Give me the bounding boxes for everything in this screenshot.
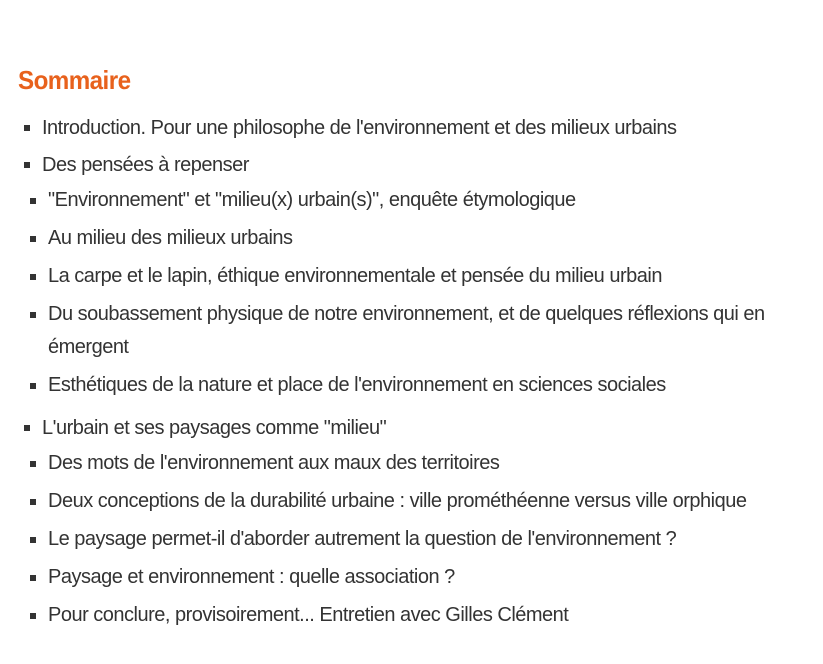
toc-link-des-pensees[interactable]: Des pensées à repenser bbox=[42, 154, 249, 176]
toc-sublink-des-mots[interactable]: Des mots de l'environnement aux maux des territoires bbox=[48, 452, 500, 474]
toc-subitem bbox=[24, 599, 803, 632]
toc-sublink-le-paysage[interactable]: Le paysage permet-il d'aborder autrement la question de l'environnement ? bbox=[48, 528, 677, 550]
toc-sublink-paysage-environnement[interactable]: Paysage et environnement : quelle association ? bbox=[48, 566, 455, 588]
toc-sublink-la-carpe[interactable]: La carpe et le lapin, éthique environnementale et pensée du milieu urbain bbox=[48, 265, 662, 287]
bullet-icon bbox=[30, 461, 36, 467]
toc-link-urbain[interactable]: L'urbain et ses paysages comme "milieu" bbox=[42, 417, 387, 439]
toc-subitem bbox=[24, 485, 803, 518]
toc-subitem bbox=[24, 447, 803, 480]
toc-sublist-des-pensees bbox=[24, 184, 803, 402]
toc-sublist-container bbox=[24, 184, 803, 402]
toc-item-introduction bbox=[24, 110, 803, 147]
toc-sublink-pour-conclure[interactable]: Pour conclure, provisoirement... Entretien avec Gilles Clément bbox=[48, 604, 569, 626]
bullet-icon bbox=[30, 537, 36, 543]
toc-sublist-urbain bbox=[24, 447, 803, 632]
toc-sublink-deux-conceptions[interactable]: Deux conceptions de la durabilité urbaine : ville prométhéenne versus ville orphique bbox=[48, 490, 747, 512]
toc-item-des-pensees bbox=[24, 147, 803, 184]
toc-sublink-environnement[interactable]: "Environnement" et "milieu(x) urbain(s)", enquête étymologique bbox=[48, 189, 576, 211]
bullet-icon bbox=[30, 575, 36, 581]
bullet-icon bbox=[30, 198, 36, 204]
toc-sublink-au-milieu[interactable]: Au milieu des milieux urbains bbox=[48, 227, 293, 249]
bullet-icon bbox=[30, 499, 36, 505]
toc-subitem bbox=[24, 561, 803, 594]
toc-sublink-esthetiques[interactable]: Esthétiques de la nature et place de l'environnement en sciences sociales bbox=[48, 374, 666, 396]
bullet-icon bbox=[24, 425, 30, 431]
toc-link-introduction[interactable]: Introduction. Pour une philosophe de l'environnement et des milieux urbains bbox=[42, 117, 677, 139]
bullet-icon bbox=[24, 162, 30, 168]
toc-sublist-container bbox=[24, 447, 803, 632]
toc-subitem bbox=[24, 523, 803, 556]
page-title: Sommaire bbox=[18, 65, 131, 95]
toc-subitem bbox=[24, 184, 803, 217]
toc-subitem bbox=[24, 222, 803, 255]
toc-subitem bbox=[24, 298, 803, 364]
bullet-icon bbox=[30, 613, 36, 619]
bullet-icon bbox=[30, 383, 36, 389]
toc-subitem bbox=[24, 369, 803, 402]
bullet-icon bbox=[30, 274, 36, 280]
toc-item-urbain bbox=[24, 410, 803, 447]
toc-sublink-soubassement[interactable]: Du soubassement physique de notre environnement, et de quelques réflexions qui en émergent bbox=[48, 303, 765, 358]
table-of-contents bbox=[24, 110, 803, 637]
bullet-icon bbox=[24, 125, 30, 131]
bullet-icon bbox=[30, 236, 36, 242]
bullet-icon bbox=[30, 312, 36, 318]
toc-subitem bbox=[24, 260, 803, 293]
